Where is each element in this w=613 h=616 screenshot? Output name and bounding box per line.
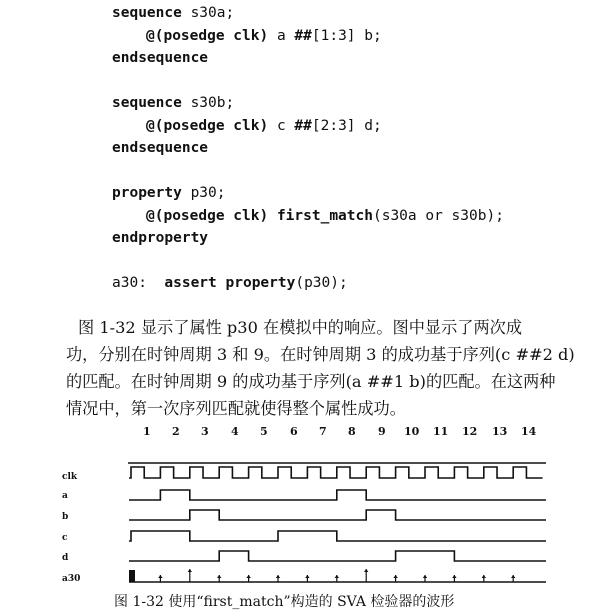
a30-tick-arrowhead — [246, 575, 250, 578]
keyword: first_match — [276, 208, 373, 224]
code-text: s30b; — [181, 95, 235, 111]
keyword: assert property — [164, 275, 296, 291]
signal-label-b: b — [62, 512, 69, 522]
keyword: endproperty — [112, 230, 209, 246]
cycle-label: 12 — [462, 425, 478, 438]
cycle-label: 2 — [172, 425, 180, 438]
a30-tick-arrowhead — [511, 575, 515, 578]
a30-tick-arrowhead — [276, 575, 280, 578]
figure-caption: 图 1-32 使用“first_match”构造的 SVA 检验器的波形 — [114, 594, 455, 610]
signal-label-clk: clk — [62, 472, 78, 482]
code-text: s30a; — [181, 5, 235, 21]
a30-success-arrowhead — [364, 569, 368, 572]
a-wave — [129, 490, 546, 500]
cycle-label: 7 — [319, 425, 327, 438]
keyword: @(posedge clk) — [146, 28, 269, 44]
code-text: p30; — [181, 185, 226, 201]
keyword: endsequence — [112, 140, 209, 156]
keyword: endsequence — [112, 50, 209, 66]
paragraph-line: 图 1-32 显示了属性 p30 在模拟中的响应。图中显示了两次成 — [78, 318, 523, 337]
signal-label-a30: a30 — [62, 574, 81, 584]
cycle-label: 8 — [348, 425, 356, 438]
signal-label-a: a — [62, 491, 68, 501]
paragraph-line: 的匹配。在时钟周期 9 的成功基于序列(a ##1 b)的匹配。在这两种 — [66, 372, 556, 391]
cycle-label: 1 — [143, 425, 151, 438]
keyword: ## — [294, 28, 312, 44]
cycle-label: 4 — [231, 425, 239, 438]
keyword: sequence — [112, 95, 182, 111]
keyword: @(posedge clk) — [146, 208, 269, 224]
a30-tick-arrowhead — [305, 575, 309, 578]
a30-start-marker — [129, 570, 135, 582]
cycle-label: 9 — [378, 425, 386, 438]
paragraph-line: 功，分别在时钟周期 3 和 9。在时钟周期 3 的成功基于序列(c ##2 d) — [66, 345, 575, 364]
a30-tick-arrowhead — [482, 575, 486, 578]
a30-tick-arrowhead — [335, 575, 339, 578]
a30-success-arrowhead — [188, 569, 192, 572]
c-wave — [129, 531, 546, 541]
cycle-label: 14 — [521, 425, 537, 438]
a30-tick-arrowhead — [217, 575, 221, 578]
code-text: (p30); — [295, 275, 348, 291]
b-wave — [129, 510, 546, 520]
code-text: [1:3] b; — [311, 28, 382, 44]
code-text: (s30a or s30b); — [372, 208, 504, 224]
paragraph-line: 情况中，第一次序列匹配就使得整个属性成功。 — [66, 399, 406, 418]
a30-tick-arrowhead — [423, 575, 427, 578]
code-text: a30: — [112, 275, 165, 291]
code-text: [2:3] d; — [311, 118, 382, 134]
cycle-label: 6 — [290, 425, 298, 438]
cycle-label: 3 — [201, 425, 209, 438]
keyword: @(posedge clk) — [146, 118, 269, 134]
a30-tick-arrowhead — [158, 575, 162, 578]
clk-wave — [129, 467, 543, 478]
keyword: sequence — [112, 5, 182, 21]
cycle-label: 11 — [433, 425, 449, 438]
signal-label-d: d — [62, 553, 69, 563]
keyword: property — [112, 185, 182, 201]
code-text: c — [268, 118, 295, 134]
keyword: ## — [294, 118, 312, 134]
code-text: a — [268, 28, 295, 44]
cycle-label: 13 — [492, 425, 508, 438]
d-wave — [129, 551, 546, 561]
a30-tick-arrowhead — [393, 575, 397, 578]
cycle-label: 5 — [260, 425, 268, 438]
cycle-label: 10 — [404, 425, 420, 438]
signal-label-c: c — [62, 533, 68, 543]
a30-tick-arrowhead — [452, 575, 456, 578]
